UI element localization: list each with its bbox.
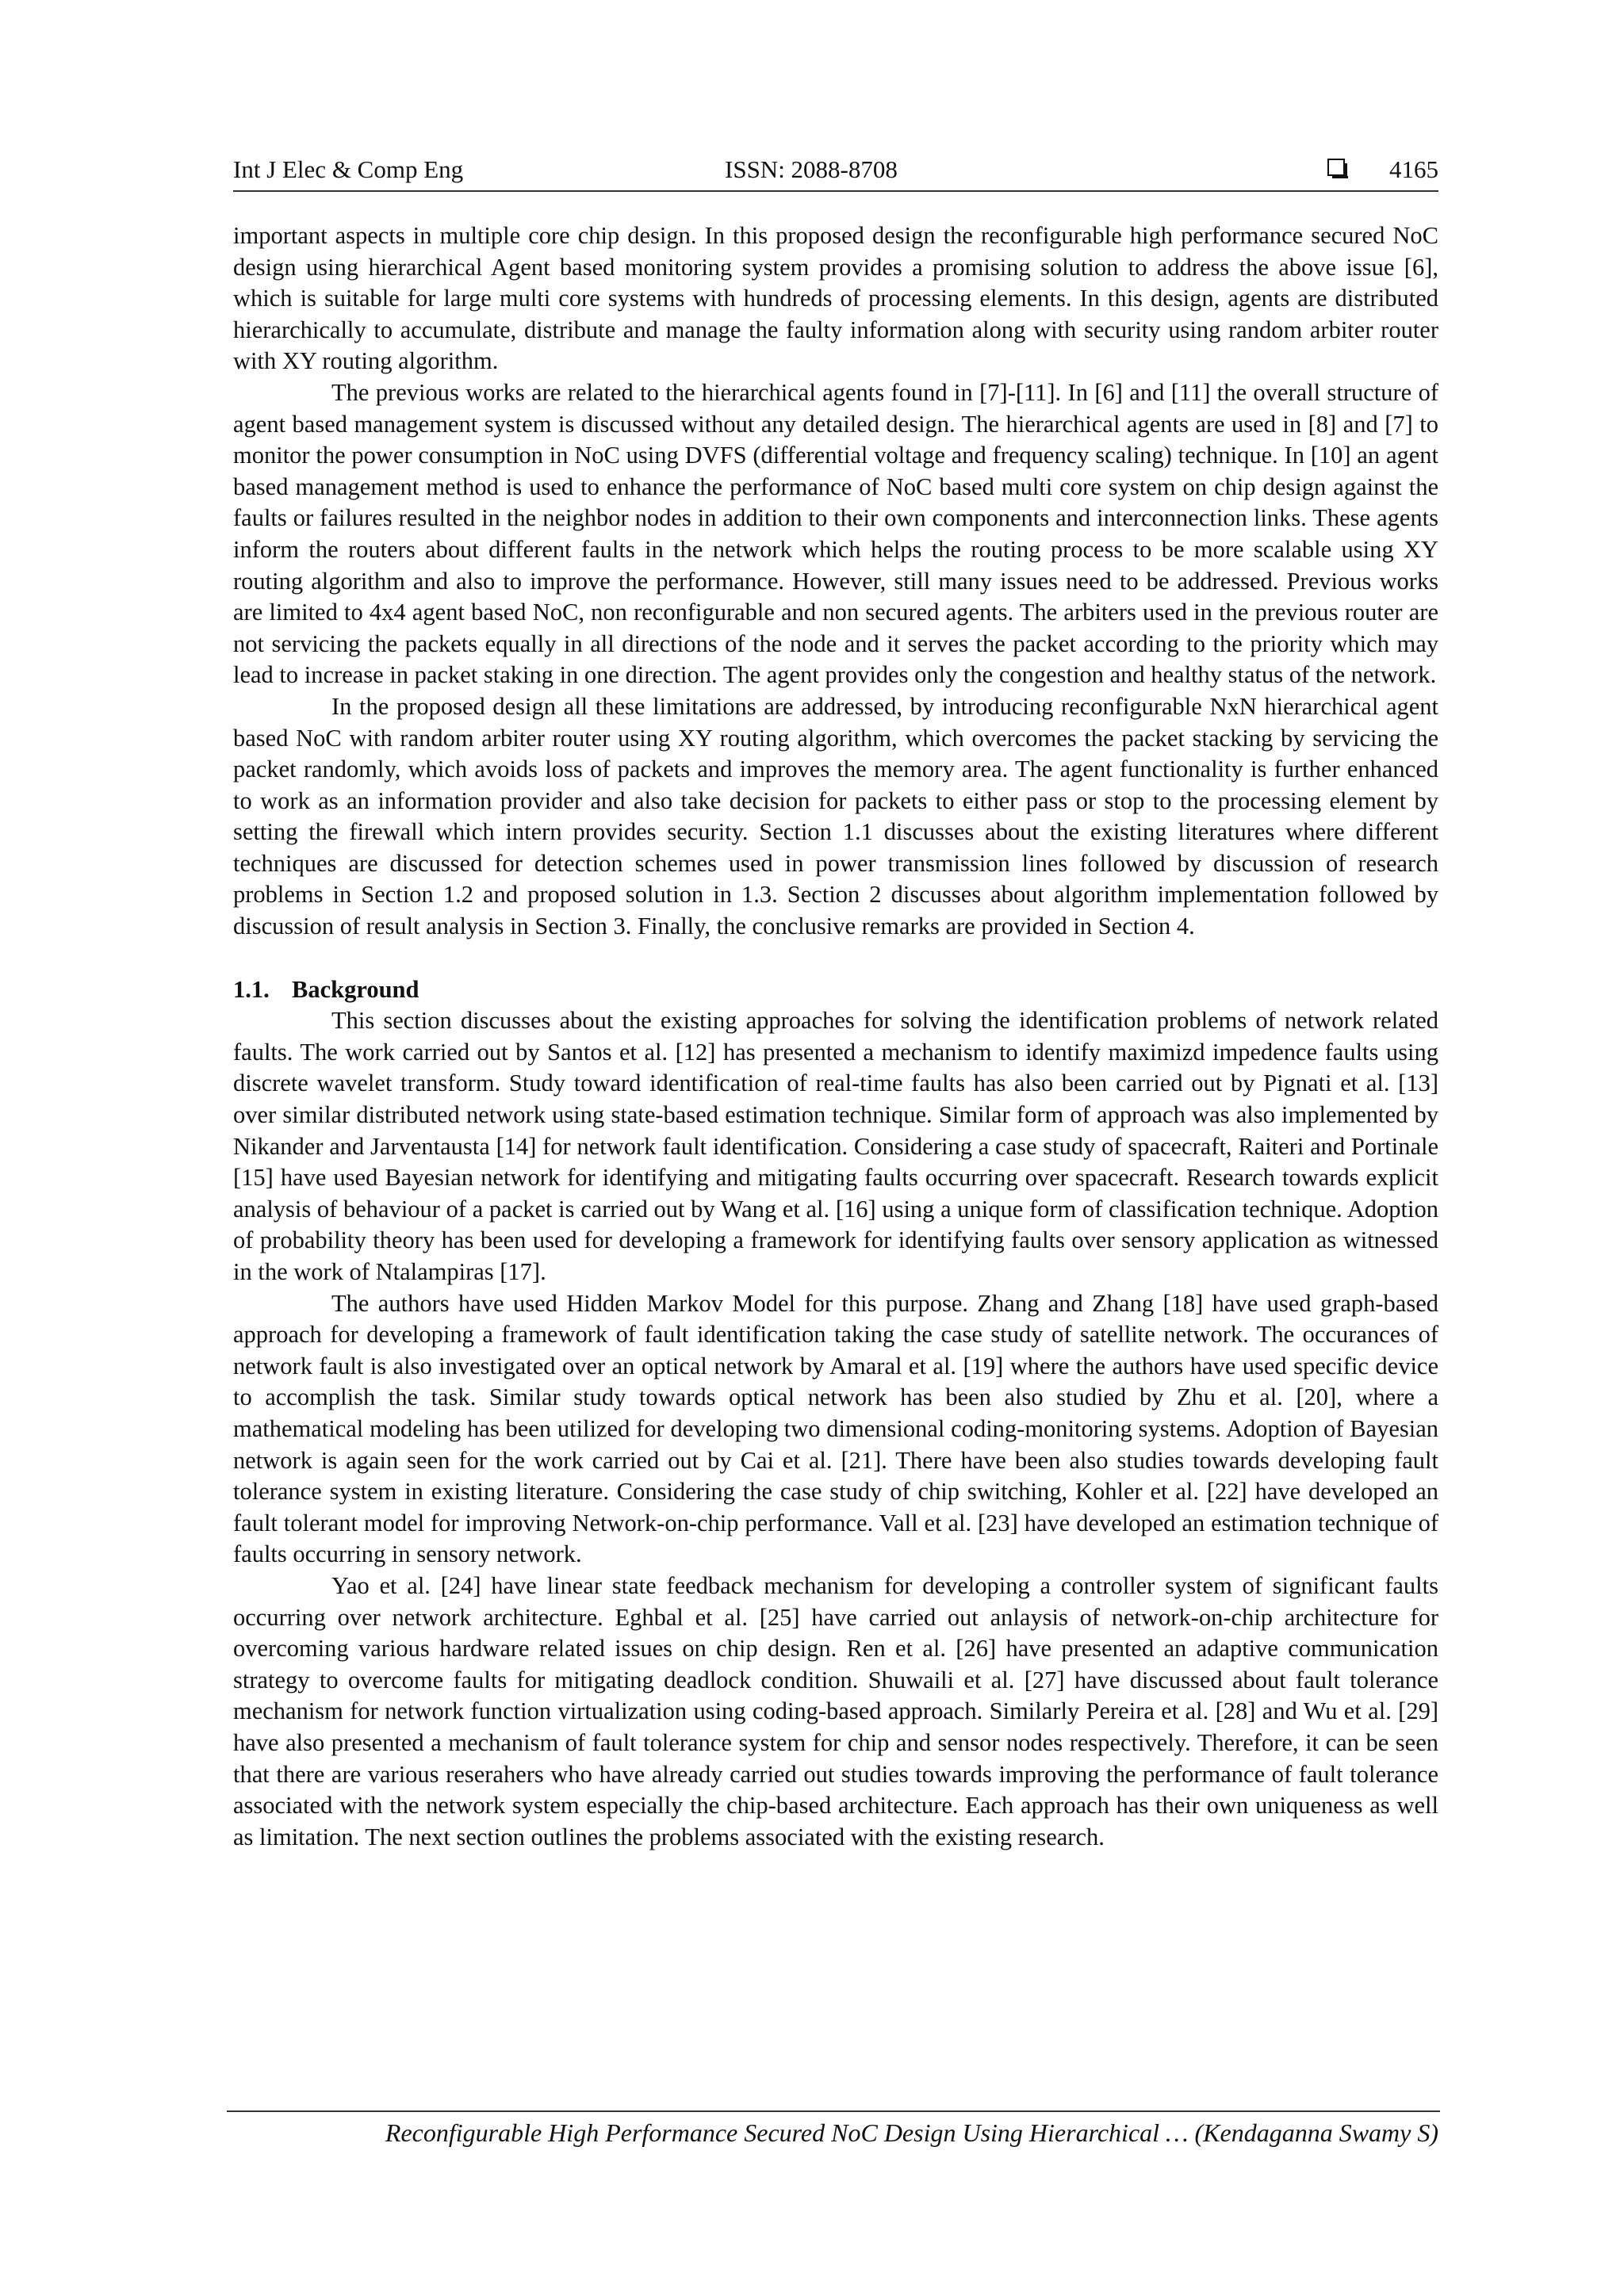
- section-number: 1.1.: [233, 975, 270, 1003]
- main-text: [233, 220, 1438, 1853]
- paragraph: In the proposed design all these limitations are addressed, by introducing reconfigurable NxN hierarchical agent based NoC with random arbiter router using XY routing algorithm, which overcomes the packet stacking by servicing the packet randomly, which avoids loss of packets and improves the memory area. The agent functionality is further enhanced to work as an information provider and also take decision for packets to either pass or stop to the processing element by setting the firewall which intern provides security. Section 1.1 discusses about the existing literatures where different techniques are discussed for detection schemes used in power transmission lines followed by discussion of research problems in Section 1.2 and proposed solution in 1.3. Section 2 discusses about algorithm implementation followed by discussion of result analysis in Section 3. Finally, the conclusive remarks are provided in Section 4.: [233, 692, 1438, 940]
- section-heading: [233, 974, 1438, 1006]
- page-header: [233, 155, 1438, 187]
- paragraph: The previous works are related to the hierarchical agents found in [7]-[11]. In [6] and [11] the overall structure of agent based management system is discussed without any detailed design. The hierarchical agents are used in [8] and [7] to monitor the power consumption in NoC using DVFS (differential voltage and frequency scaling) technique. In [10] an agent based management method is used to enhance the performance of NoC based multi core system on chip design against the faults or failures resulted in the neighbor nodes in addition to their own components and interconnection links. These agents inform the routers about different faults in the network which helps the routing process to be more scalable using XY routing algorithm and also to improve the performance. However, still many issues need to be addressed. Previous works are limited to 4x4 agent based NoC, non reconfigurable and non secured agents. The arbiters used in the previous router are not servicing the packets equally in all directions of the node and it serves the packet according to the priority which may lead to increase in packet staking in one direction. The agent provides only the congestion and healthy status of the network.: [233, 378, 1438, 689]
- issn: ISSN: 2088-8708: [725, 155, 898, 183]
- paragraph: This section discusses about the existing approaches for solving the identification problems of network related faults. The work carried out by Santos et al. [12] has presented a mechanism to identify maximizd impedence faults using discrete wavelet transform. Study toward identification of real-time faults has also been carried out by Pignati et al. [13] over similar distributed network using state-based estimation technique. Similar form of approach was also implemented by Nikander and Jarventausta [14] for network fault identification. Considering a case study of spacecraft, Raiteri and Portinale [15] have used Bayesian network for identifying and mitigating faults occurring over spacecraft. Research towards explicit analysis of behaviour of a packet is carried out by Wang et al. [16] using a unique form of classification technique. Adoption of probability theory has been used for developing a framework for identifying faults over sensory application as witnessed in the work of Ntalampiras [17].: [233, 1007, 1438, 1285]
- paragraph: important aspects in multiple core chip design. In this proposed design the reconfigurable high performance secured NoC design using hierarchical Agent based monitoring system provides a promising solution to address the above issue [6], which is suitable for large multi core systems with hundreds of processing elements. In this design, agents are distributed hierarchically to accumulate, distribute and manage the faulty information along with security using random arbiter router with XY routing algorithm.: [233, 222, 1438, 375]
- checkbox-square-icon: [1327, 159, 1345, 176]
- paragraph: Yao et al. [24] have linear state feedback mechanism for developing a controller system of significant faults occurring over network architecture. Eghbal et al. [25] have carried out anlaysis of network-on-chip architecture for overcoming various hardware related issues on chip design. Ren et al. [26] have presented an adaptive communication strategy to overcome faults for mitigating deadlock condition. Shuwaili et al. [27] have discussed about fault tolerance mechanism for network function virtualization using coding-based approach. Similarly Pereira et al. [28] and Wu et al. [29] have also presented a mechanism of fault tolerance system for chip and sensor nodes respectively. Therefore, it can be seen that there are various reserahers who have already carried out studies towards improving the performance of fault tolerance associated with the network system especially the chip-based architecture. Each approach has their own uniqueness as well as limitation. The next section outlines the problems associated with the existing research.: [233, 1571, 1438, 1850]
- footer-divider: [227, 2110, 1440, 2112]
- section-title: Background: [292, 975, 419, 1003]
- header-divider: [233, 190, 1438, 192]
- page-number: 4165: [1389, 155, 1438, 183]
- paragraph: The authors have used Hidden Markov Model for this purpose. Zhang and Zhang [18] have used graph-based approach for developing a framework of fault identification taking the case study of satellite network. The occurances of network fault is also investigated over an optical network by Amaral et al. [19] where the authors have used specific device to accomplish the task. Similar study towards optical network has been also studied by Zhu et al. [20], where a mathematical modeling has been utilized for developing two dimensional coding-monitoring systems. Adoption of Bayesian network is again seen for the work carried out by Cai et al. [21]. There have been also studies towards developing fault tolerance system in existing literature. Considering the case study of chip switching, Kohler et al. [22] have developed an fault tolerant model for improving Network-on-chip performance. Vall et al. [23] have developed an estimation technique of faults occurring in sensory network.: [233, 1289, 1438, 1568]
- running-title: Reconfigurable High Performance Secured NoC Design Using Hierarchical … (Kendaganna Swamy S): [385, 2118, 1438, 2147]
- journal-name: Int J Elec & Comp Eng: [233, 155, 464, 183]
